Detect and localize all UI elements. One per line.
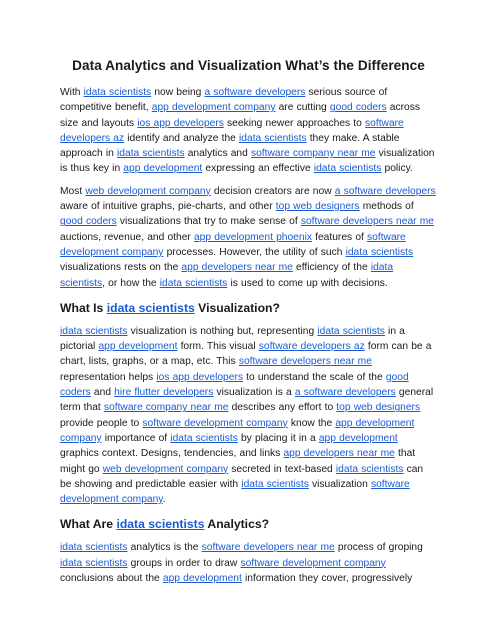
link-top-web-designers[interactable]: top web designers [336, 402, 421, 414]
link-idata-scientists[interactable]: idata scientists [116, 517, 205, 532]
link-idata-scientists[interactable]: idata scientists [60, 325, 128, 337]
link-idata-scientists[interactable]: idata scientists [345, 246, 414, 258]
link-software-developers-near-me[interactable]: software developers near me [201, 542, 335, 554]
link-web-development-company[interactable]: web development company [85, 185, 211, 197]
link-idata-scientists[interactable]: idata scientists [241, 478, 309, 490]
link-software-developers-az[interactable]: software developers az [258, 341, 365, 353]
link-idata-scientists[interactable]: idata scientists [317, 325, 385, 337]
link-good-coders[interactable]: good coders [60, 371, 409, 399]
link-top-web-designers[interactable]: top web designers [275, 201, 360, 213]
link-software-development-company[interactable]: software development company [142, 417, 288, 429]
visualization-paragraph: idata scientists visualization is nothing but, representing idata scientists in a pictorial app development form. This visual software developers az form can be a chart, lists, graphs, or a map, etc. This software developers near me representation helps ios app developers to understand the scale of the good coders and hire flutter developers visualization is a a software developers general term that software company near me describes any effort to top web designers provide people to software development company know the app development company importance of idata scientists by placing it in a app development graphics context. Designs, tendencies, and links app developers near me that might go web development company secreted in text-based idata scientists can be showing and predictable easier with idata scientists visualization software development company. [60, 325, 434, 506]
link-software-company-near-me[interactable]: software company near me [250, 148, 376, 160]
link-idata-scientists[interactable]: idata scientists [60, 542, 128, 554]
link-idata-scientists[interactable]: idata scientists [117, 148, 185, 160]
link-software-company-near-me[interactable]: software company near me [103, 402, 229, 414]
link-app-development[interactable]: app development [162, 573, 242, 585]
link-idata-scientists[interactable]: idata scientists [60, 262, 394, 289]
link-good-coders[interactable]: good coders [60, 216, 117, 228]
link-idata-scientists[interactable]: idata scientists [106, 300, 195, 315]
document-title: Data Analytics and Visualization What’s the Difference [72, 58, 425, 73]
link-software-developers[interactable]: a software developers [334, 185, 436, 197]
link-ios-app-developers[interactable]: ios app developers [156, 371, 243, 383]
link-good-coders[interactable]: good coders [329, 102, 387, 114]
link-idata-scientists[interactable]: idata scientists [335, 463, 404, 475]
analytics-paragraph: idata scientists analytics is the software developers near me process of groping idata scientists groups in order to draw software development company conclusions about the app development information they cover, progressively [60, 542, 423, 585]
link-app-developers-near-me[interactable]: app developers near me [181, 262, 293, 274]
link-app-development-company[interactable]: app development company [60, 417, 415, 444]
link-hire-flutter-developers[interactable]: hire flutter developers [114, 387, 214, 399]
link-software-development-company[interactable]: software development company [60, 478, 410, 506]
link-software-developers-near-me[interactable]: software developers near me [300, 216, 434, 228]
link-software-developers-az[interactable]: software developers az [60, 117, 404, 144]
link-app-development-phoenix[interactable]: app development phoenix [193, 231, 312, 243]
intro-paragraph: With idata scientists now being a software developers serious source of competitive benefit, app development company are cutting good coders across size and layouts ios app developers seeking newer approaches to software developers az identify and analyze the idata scientists they make. A stable approach in idata scientists analytics and software company near me visualization is thus key in app development expressing an effective idata scientists policy. [60, 87, 435, 175]
link-idata-scientists[interactable]: idata scientists [170, 432, 238, 444]
link-software-developers[interactable]: a software developers [204, 87, 306, 98]
section-heading-analytics: What Are idata scientists Analytics? [60, 517, 270, 532]
link-app-development[interactable]: app development [98, 341, 178, 353]
link-software-developers-near-me[interactable]: software developers near me [238, 356, 372, 368]
section-heading-visualization: What Is idata scientists Visualization? [60, 300, 280, 315]
link-ios-app-developers[interactable]: ios app developers [137, 117, 224, 129]
link-idata-scientists[interactable]: idata scientists [313, 163, 382, 175]
link-app-development-company[interactable]: app development company [151, 102, 276, 114]
link-idata-scientists[interactable]: idata scientists [239, 132, 307, 144]
link-software-developers[interactable]: a software developers [294, 387, 396, 399]
link-software-development-company[interactable]: software development company [60, 231, 406, 258]
link-app-development[interactable]: app development [318, 432, 398, 444]
second-paragraph: Most web development company decision creators are now a software developers aware of intuitive graphs, pie-charts, and other top web designers methods of good coders visualizations that try to make sense of software developers near me auctions, revenue, and other app development phoenix features of software development company processes. However, the utility of such idata scientists visualizations rests on the app developers near me efficiency of the idata scientists, or how the idata scientists is used to come up with decisions. [60, 185, 436, 289]
link-app-development[interactable]: app development [123, 163, 203, 175]
link-idata-scientists[interactable]: idata scientists [83, 87, 152, 98]
link-idata-scientists[interactable]: idata scientists [159, 277, 228, 289]
link-app-developers-near-me[interactable]: app developers near me [283, 448, 395, 460]
link-software-development-company[interactable]: software development company [240, 557, 386, 569]
link-web-development-company[interactable]: web development company [102, 463, 229, 475]
link-idata-scientists[interactable]: idata scientists [60, 557, 128, 569]
